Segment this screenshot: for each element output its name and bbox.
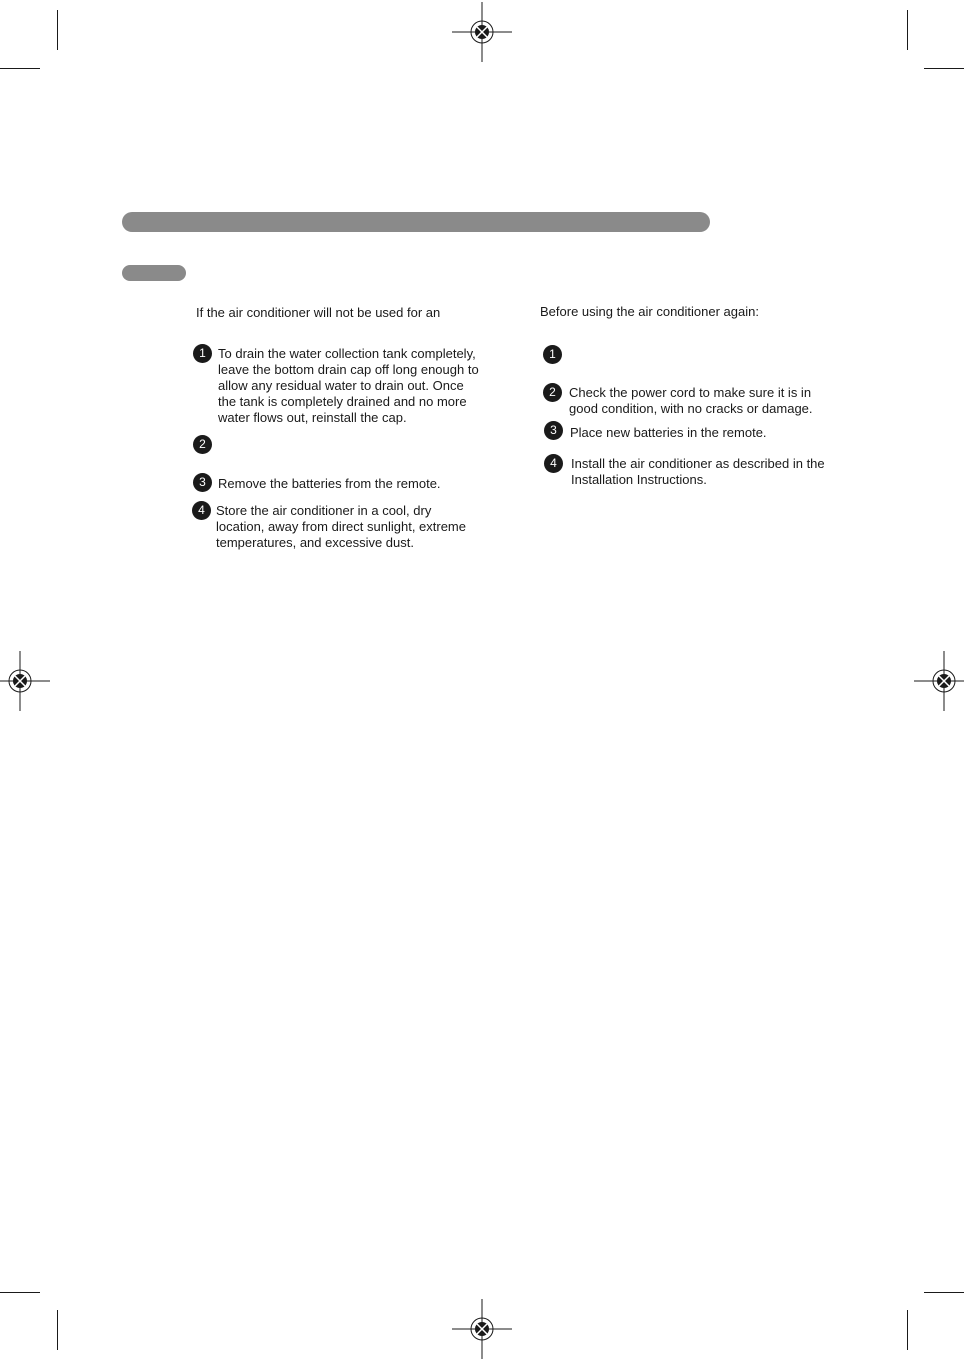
crop-mark xyxy=(0,1292,40,1293)
crop-mark xyxy=(907,10,908,50)
step-text-line: Installation Instructions. xyxy=(571,472,707,487)
step-text-line: the tank is completely drained and no more xyxy=(218,394,467,409)
step-text-line: Remove the batteries from the remote. xyxy=(218,476,441,491)
step-number-badge: 2 xyxy=(193,435,212,454)
step-number-badge: 1 xyxy=(193,344,212,363)
registration-mark-icon xyxy=(452,1299,512,1359)
step-text-line: To drain the water collection tank completely, xyxy=(218,346,476,361)
step-text-line: leave the bottom drain cap off long enough to xyxy=(218,362,479,377)
step-text-line: location, away from direct sunlight, extreme xyxy=(216,519,466,534)
crop-mark xyxy=(0,68,40,69)
step-text-line: water flows out, reinstall the cap. xyxy=(218,410,407,425)
step-text-line: Store the air conditioner in a cool, dry xyxy=(216,503,432,518)
crop-mark xyxy=(57,1310,58,1350)
step-number-badge: 4 xyxy=(192,501,211,520)
crop-mark xyxy=(924,68,964,69)
section-title-bar xyxy=(122,212,710,232)
step-number-badge: 4 xyxy=(544,454,563,473)
step-number-badge: 1 xyxy=(543,345,562,364)
registration-mark-icon xyxy=(0,651,50,711)
step-text-line: Install the air conditioner as described in the xyxy=(571,456,825,471)
step-text-line: allow any residual water to drain out. Once xyxy=(218,378,464,393)
step-number-badge: 3 xyxy=(544,421,563,440)
step-text-line: Place new batteries in the remote. xyxy=(570,425,767,440)
step-text-line: good condition, with no cracks or damage. xyxy=(569,401,813,416)
step-number-badge: 2 xyxy=(543,383,562,402)
registration-mark-icon xyxy=(452,2,512,62)
crop-mark xyxy=(57,10,58,50)
step-number-badge: 3 xyxy=(193,473,212,492)
step-text-line: Check the power cord to make sure it is in xyxy=(569,385,812,400)
crop-mark xyxy=(924,1292,964,1293)
registration-mark-icon xyxy=(914,651,964,711)
right-intro-text: Before using the air conditioner again: xyxy=(540,304,759,319)
subsection-pill xyxy=(122,265,186,281)
left-intro-text: If the air conditioner will not be used for an xyxy=(196,305,441,320)
step-text-line: temperatures, and excessive dust. xyxy=(216,535,414,550)
crop-mark xyxy=(907,1310,908,1350)
